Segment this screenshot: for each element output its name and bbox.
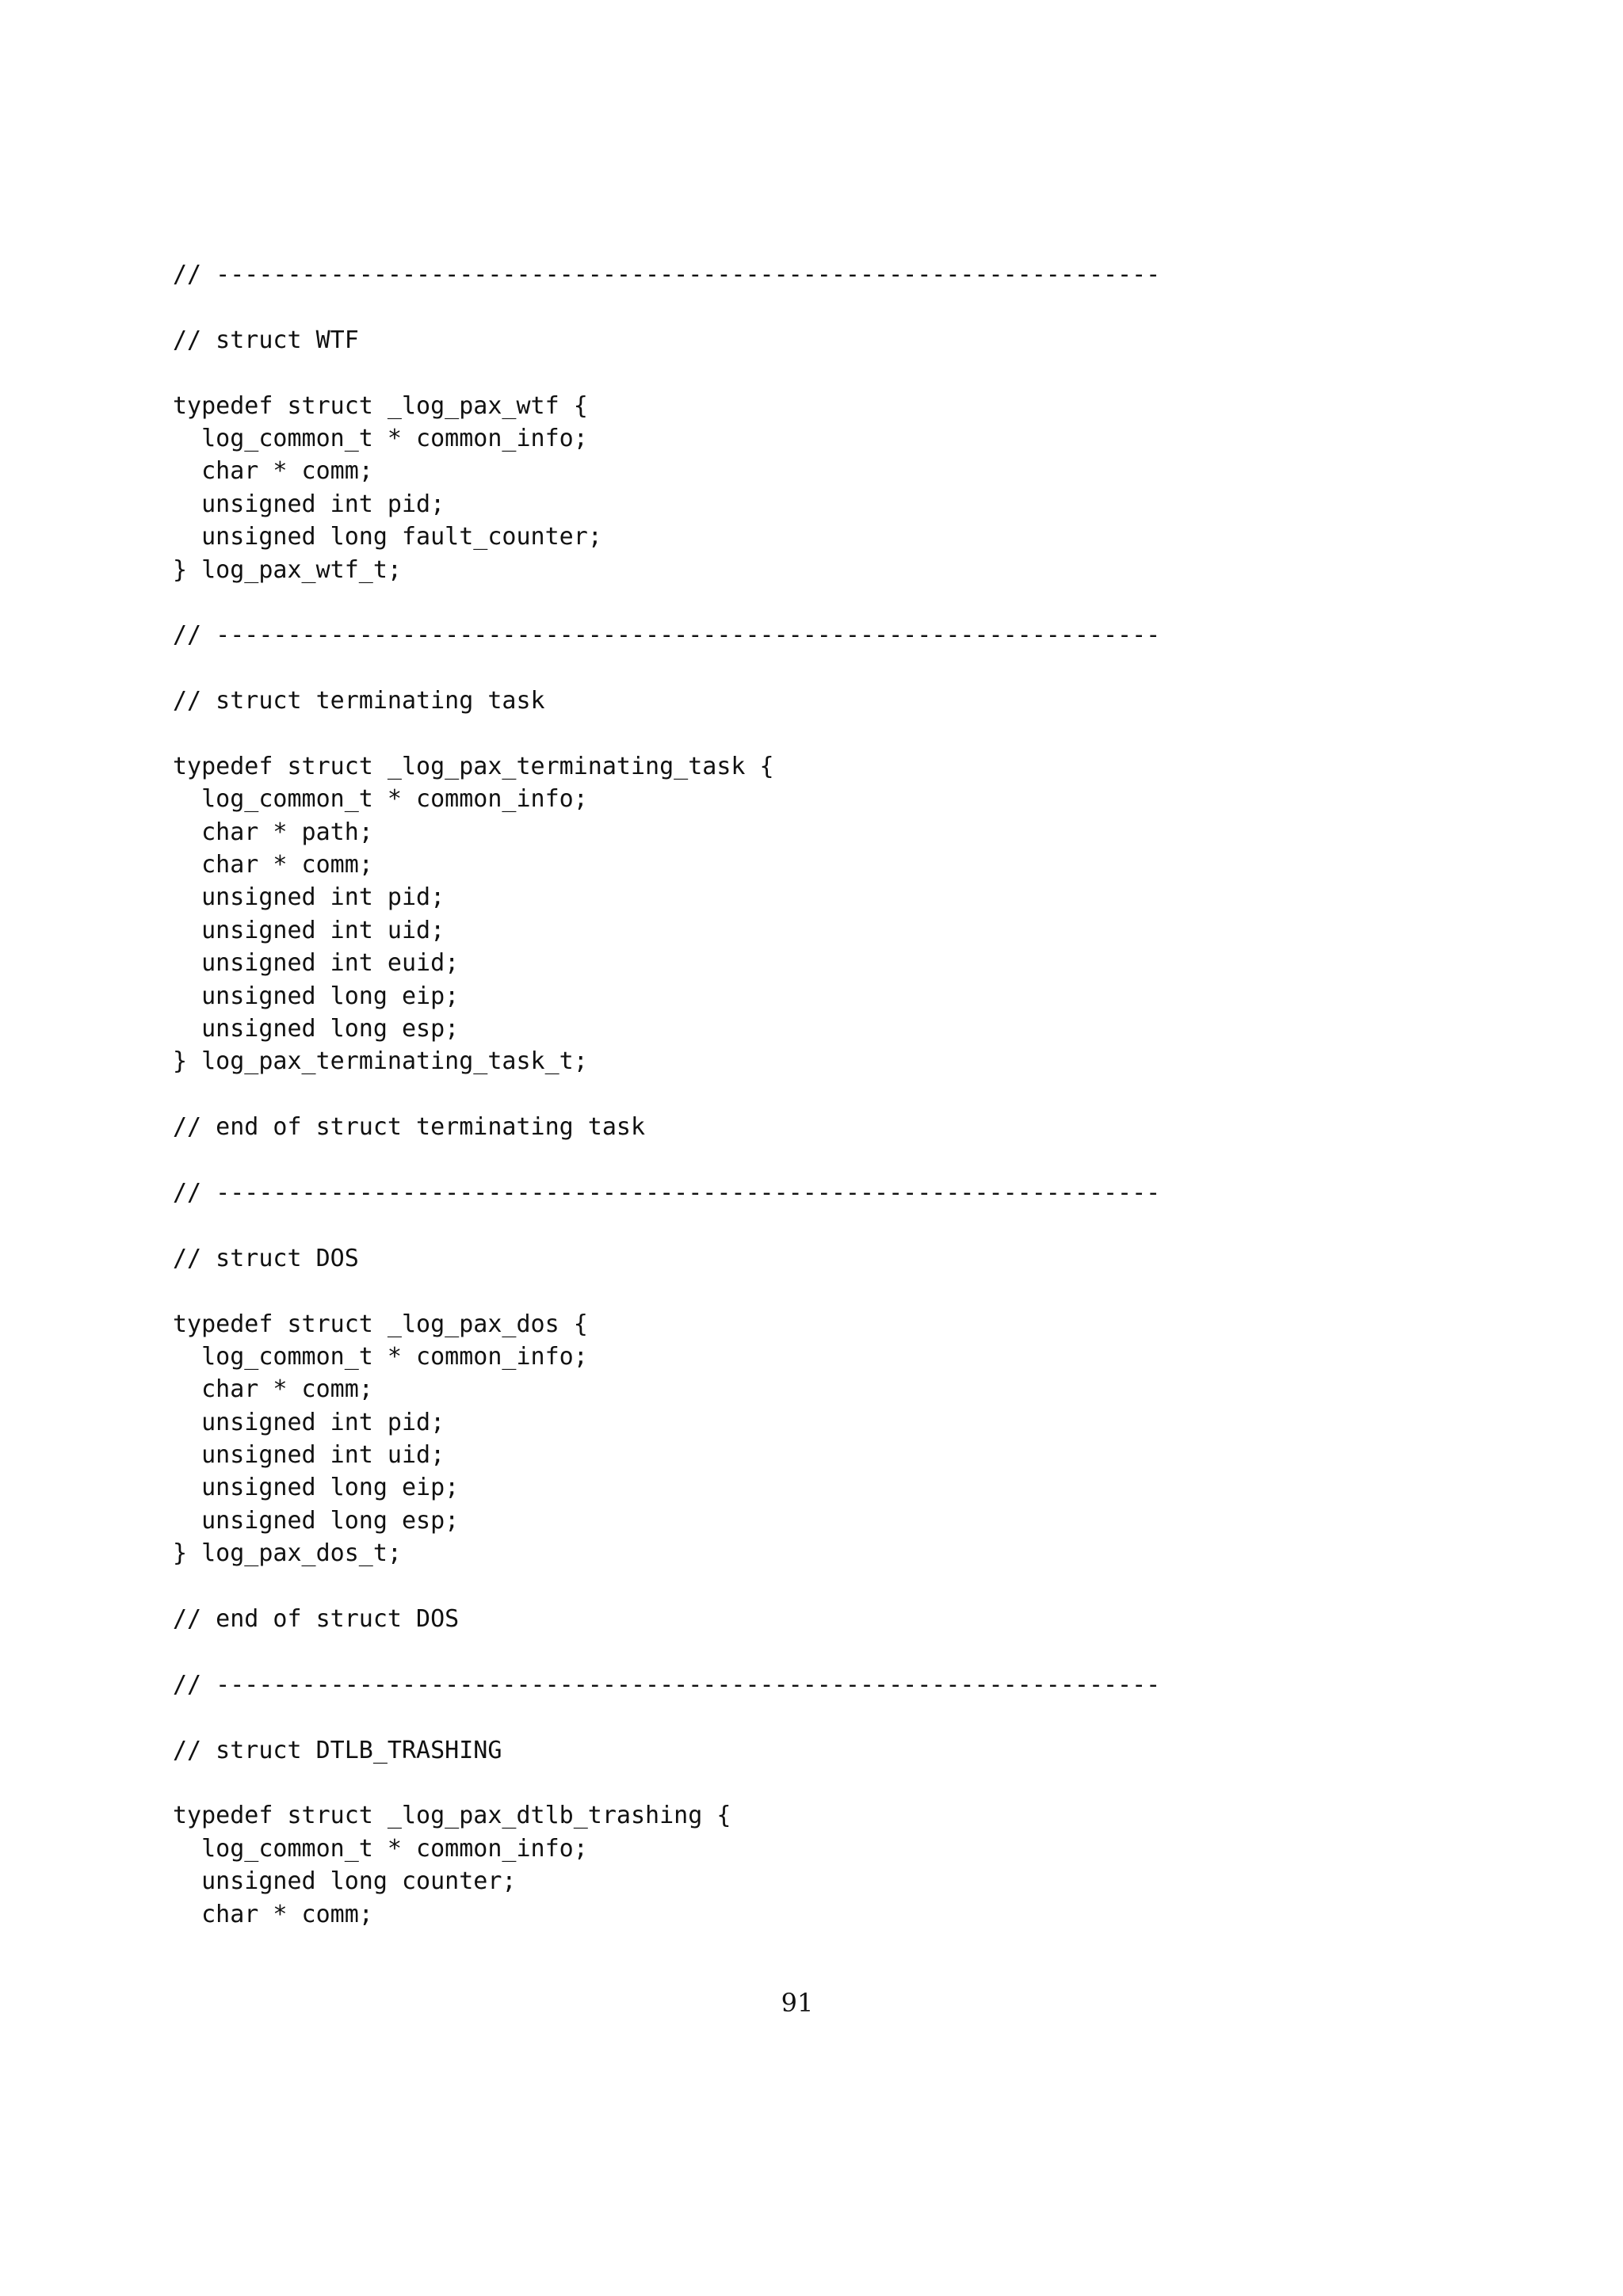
code-line — [173, 1209, 1472, 1241]
code-line: log_common_t * common_info; — [173, 785, 588, 814]
code-line: unsigned long eip; — [173, 982, 460, 1010]
code-line: typedef struct _log_pax_dos { — [173, 1310, 588, 1338]
code-line: } log_pax_terminating_task_t; — [173, 1047, 588, 1076]
code-line: unsigned long fault_counter; — [173, 523, 602, 551]
code-line — [173, 1570, 1472, 1603]
code-line: // ------------------------------------------------------------------ — [173, 261, 1161, 288]
code-line: char * comm; — [173, 851, 373, 879]
code-line: typedef struct _log_pax_terminating_task { — [173, 752, 774, 780]
code-line — [173, 652, 1472, 685]
code-line: // ------------------------------------------------------------------ — [173, 621, 1161, 650]
code-line: unsigned int uid; — [173, 1441, 445, 1470]
code-line — [173, 717, 1472, 749]
code-line: // struct DTLB_TRASHING — [173, 1736, 502, 1764]
code-line: char * comm; — [173, 457, 373, 486]
code-line: unsigned int pid; — [173, 1408, 445, 1436]
code-line — [173, 357, 1472, 389]
code-line: char * comm; — [173, 1375, 373, 1404]
code-line: log_common_t * common_info; — [173, 1342, 588, 1371]
code-line: unsigned int pid; — [173, 883, 445, 912]
code-line — [173, 291, 1472, 323]
code-line: unsigned long esp; — [173, 1506, 460, 1535]
code-line: unsigned long esp; — [173, 1014, 460, 1043]
code-line: unsigned int uid; — [173, 916, 445, 944]
code-line: // struct terminating task — [173, 687, 545, 715]
code-line — [173, 586, 1472, 619]
page-number: 91 — [781, 1988, 814, 2018]
code-line — [173, 1078, 1472, 1111]
code-line: char * path; — [173, 818, 373, 846]
code-line: // struct DOS — [173, 1244, 359, 1272]
code-line: log_common_t * common_info; — [173, 1834, 588, 1863]
code-line: unsigned int pid; — [173, 490, 445, 518]
code-line: unsigned long eip; — [173, 1474, 460, 1502]
code-line: typedef struct _log_pax_wtf { — [173, 391, 588, 420]
code-line: typedef struct _log_pax_dtlb_trashing { — [173, 1802, 731, 1830]
code-line: // ------------------------------------------------------------------ — [173, 1670, 1161, 1699]
code-line — [173, 1635, 1472, 1668]
code-line: // ------------------------------------------------------------------ — [173, 1178, 1161, 1207]
code-listing — [173, 258, 1472, 1931]
code-line: log_common_t * common_info; — [173, 424, 588, 452]
code-line: // end of struct DOS — [173, 1605, 460, 1634]
code-line: } log_pax_dos_t; — [173, 1539, 402, 1568]
code-line: } log_pax_wtf_t; — [173, 555, 402, 584]
code-line — [173, 1701, 1472, 1733]
code-line: char * comm; — [173, 1900, 373, 1928]
code-line: unsigned long counter; — [173, 1867, 517, 1896]
code-line — [173, 1275, 1472, 1307]
code-line — [173, 1144, 1472, 1177]
code-line: unsigned int euid; — [173, 949, 460, 978]
code-line: // struct WTF — [173, 326, 359, 354]
code-line — [173, 1767, 1472, 1799]
code-line: // end of struct terminating task — [173, 1113, 646, 1142]
